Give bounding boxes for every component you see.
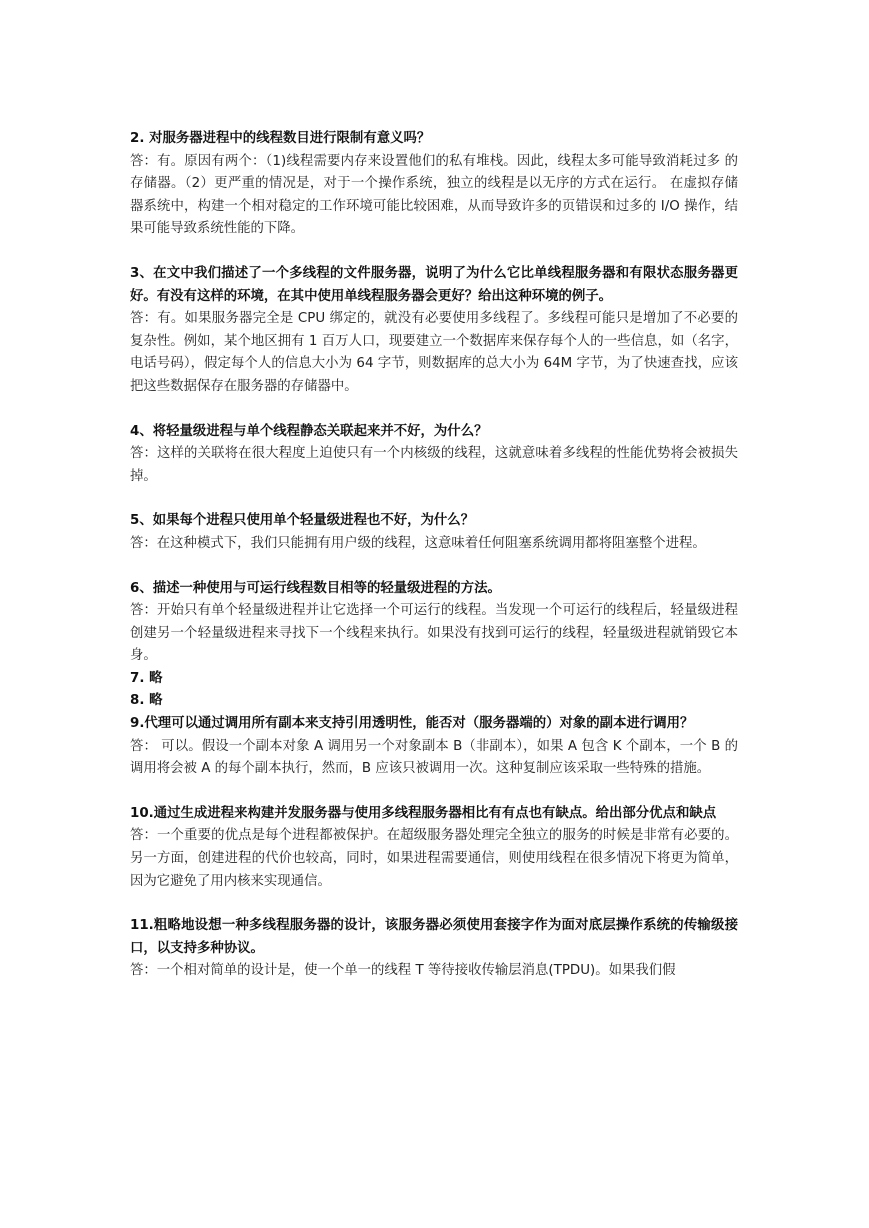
spacer <box>130 781 738 803</box>
answer-4: 答：这样的关联将在很大程度上迫使只有一个内核级的线程，这就意味着多线程的性能优势将会被损失掉。 <box>130 446 738 484</box>
answer-2: 答：有。原因有两个：（1)线程需要内存来设置他们的私有堆栈。因此，线程太多可能导致消耗过多 的存储器。（2）更严重的情况是，对于一个操作系统，独立的线程是以无序的方式在运行。 在虚拟存储器系统中，构建一个相对稳定的工作环境可能比较困难，从而导致许多的页错误和过多的 I/O 操作，结果可能导致系统性能的下降。 <box>130 153 738 237</box>
spacer <box>130 241 738 263</box>
answer-5: 答：在这种模式下，我们只能拥有用户级的线程，这意味着任何阻塞系统调用都将阻塞整个进程。 <box>130 535 706 551</box>
spacer <box>130 399 738 421</box>
spacer <box>130 488 738 510</box>
question-7: 7. 略 <box>130 670 163 686</box>
answer-6: 答：开始只有单个轻量级进程并让它选择一个可运行的线程。当发现一个可运行的线程后，轻量级进程创建另一个轻量级进程来寻找下一个线程来执行。如果没有找到可运行的线程，轻量级进程就销毁它本身。 <box>130 603 738 664</box>
question-6: 6、描述一种使用与可运行线程数目相等的轻量级进程的方法。 <box>130 580 501 596</box>
document-page <box>130 128 738 983</box>
question-11: 11.粗略地设想一种多线程服务器的设计，该服务器必须使用套接字作为面对底层操作系统的传输级接口，以支持多种协议。 <box>130 918 738 956</box>
spacer <box>130 893 738 915</box>
question-9: 9.代理可以通过调用所有副本来支持引用透明性，能否对（服务器端的）对象的副本进行调用？ <box>130 716 694 732</box>
answer-10: 答：一个重要的优点是每个进程都被保护。在超级服务器处理完全独立的服务的时候是非常有必要的。另一方面，创建进程的代价也较高，同时，如果进程需要通信，则使用线程在很多情况下将更为简单，因为它避免了用内核来实现通信。 <box>130 828 738 889</box>
question-4: 4、将轻量级进程与单个线程静态关联起来并不好，为什么？ <box>130 423 488 439</box>
question-3: 3、在文中我们描述了一个多线程的文件服务器，说明了为什么它比单线程服务器和有限状态服务器更好。有没有这样的环境，在其中使用单线程服务器会更好？给出这种环境的例子。 <box>130 265 738 304</box>
answer-11: 答：一个相对简单的设计是，使一个单一的线程 T 等待接收传输层消息(TPDU)。如果我们假 <box>130 963 676 979</box>
answer-3: 答：有。如果服务器完全是 CPU 绑定的，就没有必要使用多线程了。多线程可能只是增加了不必要的复杂性。例如，某个地区拥有 1 百万人口，现要建立一个数据库来保存每个人的一些信息，如（名字，电话号码），假定每个人的信息大小为 64 字节，则数据库的总大小为 64M 字节，为了快速查找，应该把这些数据保存在服务器的存储器中。 <box>130 311 738 394</box>
spacer <box>130 556 738 578</box>
question-2: 2. 对服务器进程中的线程数目进行限制有意义吗？ <box>130 131 431 146</box>
answer-9: 答： 可以。假设一个副本对象 A 调用另一个对象副本 B（非副本），如果 A 包含 K 个副本，一个 B 的调用将会被 A 的每个副本执行，然而，B 应该只被调用一次。这种复制应该采取一些特殊的措施。 <box>130 738 738 777</box>
question-10: 10.通过生成进程来构建并发服务器与使用多线程服务器相比有有点也有缺点。给出部分优点和缺点 <box>130 805 717 821</box>
question-5: 5、如果每个进程只使用单个轻量级进程也不好，为什么？ <box>130 513 475 529</box>
question-8: 8. 略 <box>130 693 163 709</box>
